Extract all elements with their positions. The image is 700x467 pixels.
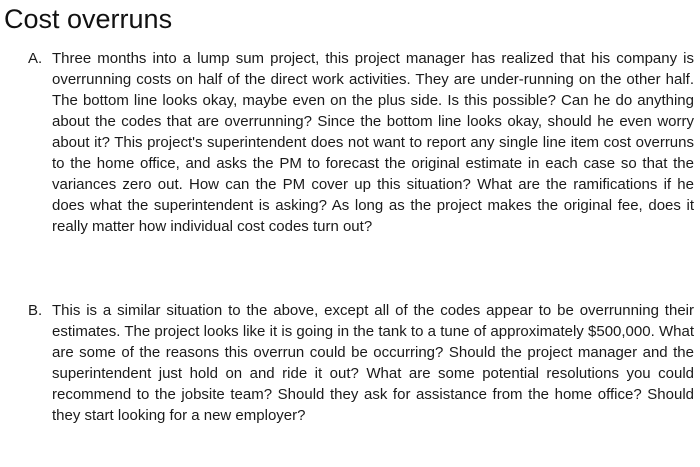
question-b [28, 300, 694, 426]
question-b-text: This is a similar situation to the above, except all of the codes appear to be overrunning their estimates. The project looks like it is going in the tank to a tune of approximately $500,000. What are some of the reasons this overrun could be occurring? Should the project manager and the superintendent just hold on and ride it out? What are some potential resolutions you could recommend to the jobsite team? Should they ask for assistance from the home office? Should they start looking for a new employer? [52, 302, 694, 424]
page-title: Cost overruns [4, 4, 173, 34]
question-a-letter: A. [28, 50, 43, 67]
question-b-letter: B. [28, 302, 43, 319]
question-a-text: Three months into a lump sum project, this project manager has realized that his company is overrunning costs on half of the direct work activities. They are under-running on the other half. The bottom line looks okay, maybe even on the plus side. Is this possible? Can he do anything about the codes that are overrunning? Since the bottom line looks okay, should he even worry about it? This project's superintendent does not want to report any single line item cost overruns to the home office, and asks the PM to forecast the original estimate in each case so that the variances zero out. How can the PM cover up this situation? What are the ramifications if he does what the superintendent is asking? As long as the project makes the original fee, does it really matter how individual cost codes turn out? [52, 50, 694, 235]
question-a [28, 48, 694, 237]
